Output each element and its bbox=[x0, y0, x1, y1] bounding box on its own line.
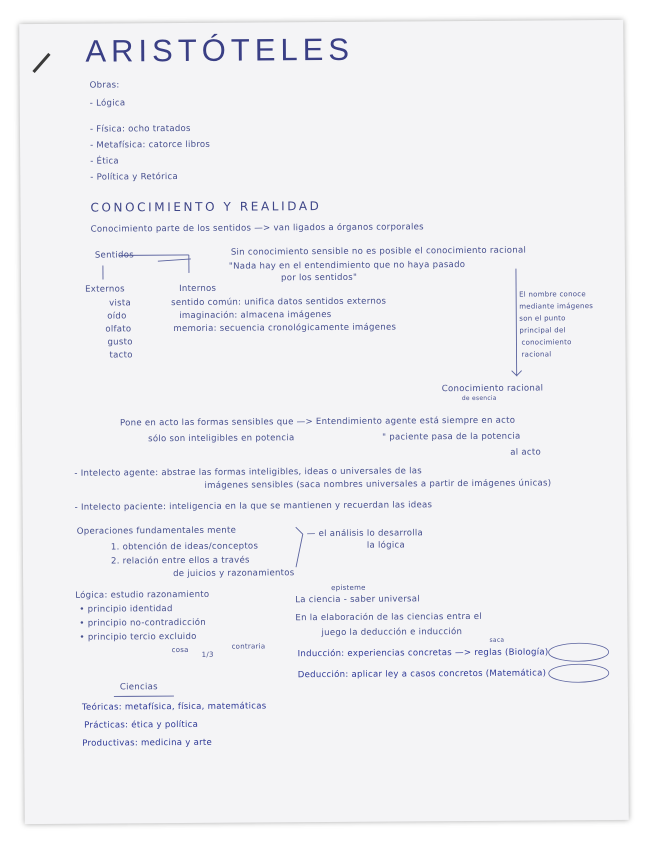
episteme-note: episteme bbox=[331, 583, 366, 592]
externos-item: tacto bbox=[109, 350, 133, 361]
acto-line: " paciente pasa de la potencia bbox=[382, 431, 521, 443]
analisis-note: — el análisis lo desarrolla bbox=[306, 528, 424, 540]
note-line: Sin conocimiento sensible no es posible el conocimiento racional bbox=[230, 245, 527, 258]
note-line: "Nada hay en el entendimiento que no haya pasado bbox=[228, 260, 466, 272]
obras-item: - Física: ocho tratados bbox=[89, 123, 191, 135]
obras-item: - Metafísica: catorce libros bbox=[90, 139, 211, 151]
induccion-line: Inducción: experiencias concretas —> reglas (Biología) bbox=[297, 647, 549, 660]
ciencias-item: Teóricas: metafísica, física, matemáticas bbox=[81, 701, 267, 713]
logica-heading: Lógica: estudio razonamiento bbox=[75, 589, 210, 601]
notebook-page bbox=[19, 20, 629, 824]
note-item: El nombre conoce bbox=[519, 290, 586, 299]
acto-line: sólo son inteligibles en potencia bbox=[148, 433, 295, 445]
logica-principio: • principio identidad bbox=[79, 604, 173, 615]
conocimiento-racional: Conocimiento racional bbox=[441, 383, 544, 395]
ciencias-item: Prácticas: ética y política bbox=[84, 719, 199, 731]
ciencias-heading: Ciencias bbox=[119, 682, 158, 693]
logica-principio: • principio no-contradicción bbox=[79, 617, 206, 629]
note-line: por los sentidos" bbox=[280, 272, 358, 284]
logica-principio: • principio tercio excluido bbox=[79, 631, 197, 643]
internos-item: memoria: secuencia cronológicamente imágenes bbox=[173, 322, 397, 335]
intelecto-agente: imágenes sensibles (saca nombres universales a partir de imágenes únicas) bbox=[204, 478, 552, 491]
acto-line: Pone en acto las formas sensibles que —> Entendimiento agente está siempre en acto bbox=[119, 415, 516, 429]
note-item: conocimiento bbox=[521, 338, 572, 347]
ciencia-line: En la elaboración de las ciencias entra el bbox=[295, 611, 482, 624]
intelecto-agente: - Intelecto agente: abstrae las formas inteligibles, ideas o universales de las bbox=[74, 466, 423, 479]
internos-item: imaginación: almacena imágenes bbox=[179, 309, 332, 322]
externos-item: gusto bbox=[107, 337, 133, 348]
obras-heading: Obras: bbox=[89, 80, 120, 91]
acto-line: al acto bbox=[510, 447, 542, 458]
page-title: ARISTÓTELES bbox=[85, 31, 355, 69]
section-heading: CONOCIMIENTO Y REALIDAD bbox=[90, 199, 322, 215]
note-item: son el punto bbox=[519, 314, 566, 323]
note-item: racional bbox=[521, 350, 552, 359]
note-item: mediante imágenes bbox=[519, 302, 594, 311]
saca-note: saca bbox=[489, 636, 505, 644]
externos-item: vista bbox=[109, 298, 132, 309]
ciencias-item: Productivas: medicina y arte bbox=[82, 737, 213, 749]
ciencia-line: juego la deducción e inducción bbox=[321, 627, 463, 639]
internos-item: sentido común: unifica datos sentidos externos bbox=[171, 296, 387, 309]
operaciones-item: de juicios y razonamientos bbox=[173, 568, 295, 580]
operaciones-heading: Operaciones fundamentales mente bbox=[76, 525, 237, 537]
obras-item: - Política y Retórica bbox=[90, 172, 179, 183]
operaciones-item: 2. relación entre ellos a través bbox=[110, 555, 250, 567]
intro-line: Conocimiento parte de los sentidos —> van ligados a órganos corporales bbox=[90, 222, 424, 235]
sentidos-label: Sentidos bbox=[94, 250, 135, 261]
note-item: principal del bbox=[519, 326, 566, 335]
deduccion-line: Deducción: aplicar ley a casos concretos (Matemática) bbox=[297, 668, 547, 681]
intelecto-paciente: - Intelecto paciente: inteligencia en la que se mantienen y recuerdan las ideas bbox=[74, 500, 433, 513]
de-esencia: de esencia bbox=[461, 394, 497, 403]
logica-note: cosa bbox=[171, 645, 189, 655]
analisis-note: la lógica bbox=[366, 540, 406, 551]
obras-item: - Lógica bbox=[89, 98, 126, 109]
externos-item: olfato bbox=[105, 324, 132, 335]
externos-item: oído bbox=[107, 311, 127, 322]
externos-label: Externos bbox=[85, 284, 125, 295]
obras-item: - Ética bbox=[90, 156, 119, 167]
ciencia-line: La ciencia - saber universal bbox=[295, 594, 420, 606]
operaciones-item: 1. obtención de ideas/conceptos bbox=[110, 541, 259, 553]
logica-note: contraria bbox=[231, 642, 266, 651]
logica-note: 1/3 bbox=[201, 650, 214, 659]
internos-label: Internos bbox=[179, 283, 217, 295]
